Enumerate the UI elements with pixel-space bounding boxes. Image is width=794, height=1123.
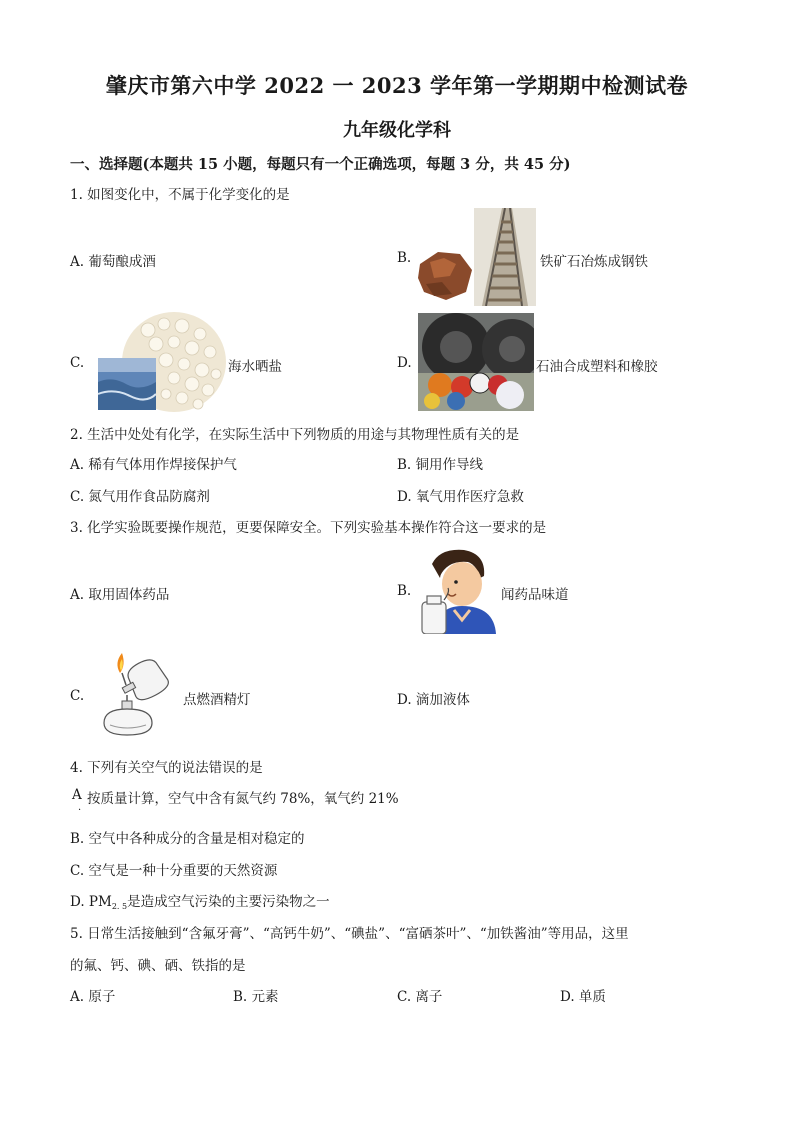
exam-subtitle: 九年级化学科 (343, 120, 451, 141)
q4-option-a-text: 按质量计算，空气中含有氮气约 78%，氧气约 21% (87, 791, 399, 807)
sea-salt-image (96, 312, 228, 412)
q4-option-d-text: 是造成空气污染的主要污染物之一 (127, 894, 330, 910)
alcohol-lamp-image (92, 651, 184, 737)
q1-option-b-text: 铁矿石冶炼成钢铁 (540, 254, 648, 270)
q4-option-b: B. 空气中各种成分的含量是相对稳定的 (70, 831, 305, 847)
q5-option-a: A. 原子 (70, 989, 116, 1005)
iron-ore-railway-image (416, 208, 536, 306)
q5-option-b: B. 元素 (233, 989, 279, 1005)
q3-option-b-letter: B. (397, 583, 412, 599)
q3-option-c-text: 点燃酒精灯 (183, 692, 251, 708)
pm25-subscript: 2. 5 (111, 902, 128, 911)
q1-option-d-text: 石油合成塑料和橡胶 (536, 359, 658, 375)
question-3-stem: 3. 化学实验既要操作规范，更要保障安全。下列实验基本操作符合这一要求的是 (70, 520, 547, 536)
section-heading: 一、选择题(本题共 15 小题，每题只有一个正确选项，每题 3 分，共 45 分) (70, 156, 571, 173)
q2-option-b: B. 铜用作导线 (397, 457, 484, 473)
question-4-stem: 4. 下列有关空气的说法错误的是 (70, 760, 263, 776)
tires-balls-image (418, 313, 534, 411)
q2-option-a: A. 稀有气体用作焊接保护气 (70, 457, 237, 473)
q1-option-a: A. 葡萄酿成酒 (70, 254, 156, 270)
question-5-stem-line-1: 5. 日常生活接触到“含氟牙膏”、“高钙牛奶”、“碘盐”、“富硒茶叶”、“加铁酱油”等用品，这里 (70, 926, 629, 942)
q2-option-d: D. 氧气用作医疗急救 (397, 489, 524, 505)
q1-option-c-letter: C. (70, 355, 85, 371)
smell-chemical-image (418, 548, 498, 634)
q4-option-a-letter: A (72, 787, 82, 803)
q1-option-c-text: 海水晒盐 (228, 359, 282, 375)
q1-option-b-letter: B. (397, 250, 412, 266)
q3-option-c-letter: C. (70, 688, 85, 704)
exam-title: 肇庆市第六中学 2022 一 2023 学年第一学期期中检测试卷 (105, 73, 689, 98)
q3-option-d: D. 滴加液体 (397, 692, 470, 708)
q4-option-c: C. 空气是一种十分重要的天然资源 (70, 863, 278, 879)
q4-option-a-dot: · (78, 805, 82, 816)
question-5-stem-line-2: 的氟、钙、碘、硒、铁指的是 (70, 958, 246, 974)
q4-option-d (70, 890, 330, 911)
q4-option-d-prefix: D. PM (70, 894, 112, 910)
question-1-stem: 1. 如图变化中，不属于化学变化的是 (70, 187, 290, 203)
q3-option-a: A. 取用固体药品 (70, 587, 170, 603)
q3-option-b-text: 闻药品味道 (501, 587, 569, 603)
q5-option-c: C. 离子 (397, 989, 443, 1005)
q1-option-d-letter: D. (397, 355, 412, 371)
q5-option-d: D. 单质 (560, 989, 606, 1005)
question-2-stem: 2. 生活中处处有化学，在实际生活中下列物质的用途与其物理性质有关的是 (70, 427, 520, 443)
q2-option-c: C. 氮气用作食品防腐剂 (70, 489, 210, 505)
